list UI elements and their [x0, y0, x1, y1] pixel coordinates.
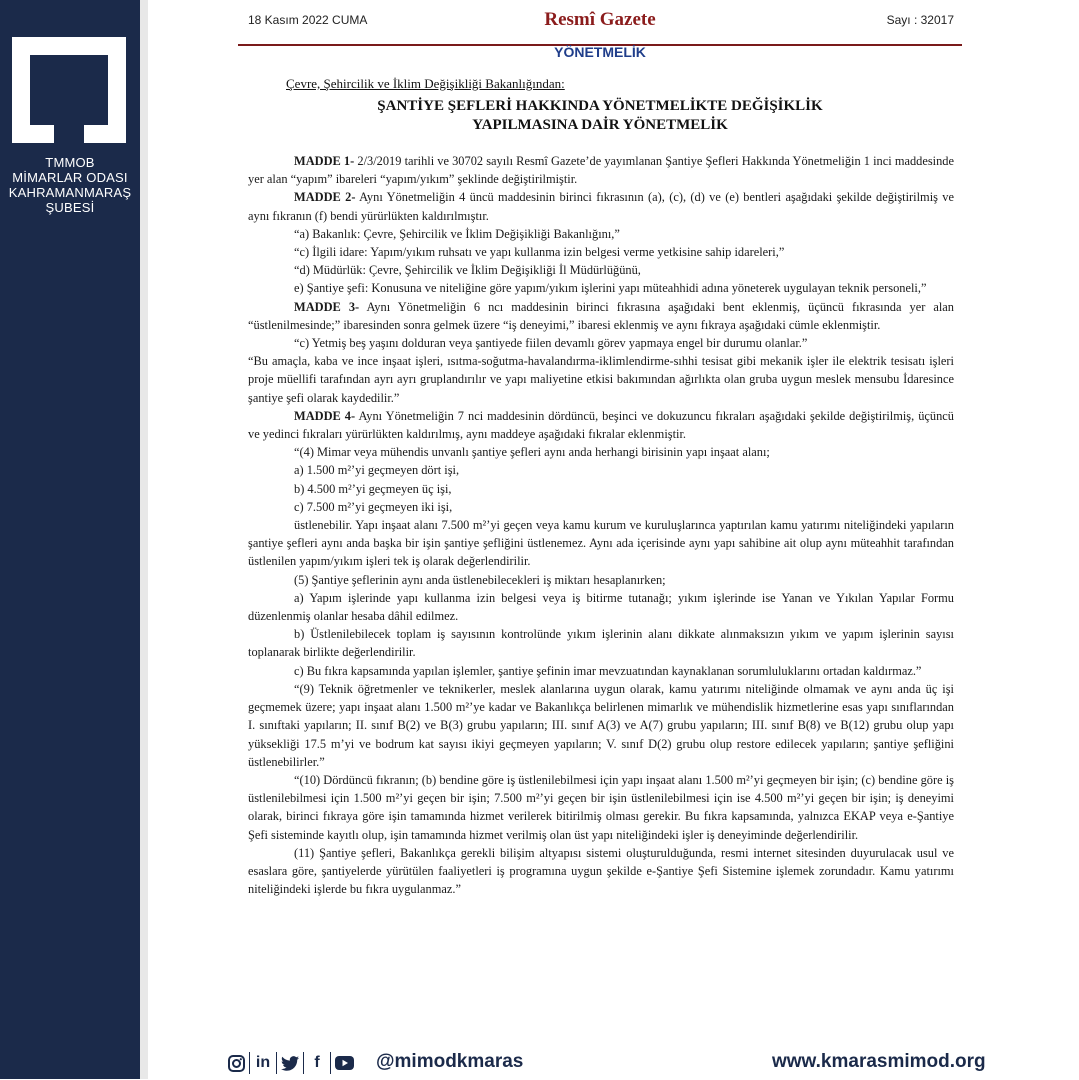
regulation-title-line-2: YAPILMASINA DAİR YÖNETMELİK — [472, 117, 728, 133]
footer — [226, 1046, 1026, 1080]
paragraph — [248, 152, 954, 188]
paragraph-text: “(9) Teknik öğretmenler ve teknikerler, meslek alanlarına uygun olarak, kamu yatırımı niteliğinde olmamak ve aynı anda üç işi geçmemek üzere; yapı inşaat alanı 1.500 m²’ye kadar ve Bakanlıkça belirlenen mimarlık ve mühendislik hizmetlerine esas yapı sınıflarından I. sınıftaki yapıların; II. sınıf B(2) ve B(3) grubu yapıların; III. sınıf A(3) ve A(7) grubu yapıların; III. sınıf B(8) ve B(12) grubu olup yapı yüksekliği 17.5 m’yi ve bodrum kat sayısı ikiyi geçmeyen yapıların; V. sınıf D(2) grubu olup restore edilecek yapıların; şantiye şefliğini üstlenebilirler.” — [248, 681, 954, 769]
icon-separator — [276, 1052, 277, 1074]
paragraph-text: a) 1.500 m²’yi geçmeyen dört işi, — [294, 463, 460, 478]
gazette-issue: Sayı : 32017 — [886, 13, 954, 27]
paragraph-text: “Bu amaçla, kaba ve ince inşaat işleri, ısıtma-soğutma-havalandırma-iklimlendirme-sıhhi tesisat gibi mekanik işler ile elektrik tesisatı işleri proje müellifi tarafından ayrı ayrı gruplandırılır ve yapı maliyetine etkisi bakımından ağırlıkta olan gruba uygun meslek mensubu İdaresince şantiye şefi olarak kaydedilir.” — [248, 354, 954, 405]
org-line-3: KAHRAMANMARAŞ — [8, 185, 132, 200]
paragraph-text: “d) Müdürlük: Çevre, Şehircilik ve İklim Değişikliği İl Müdürlüğünü, — [294, 263, 641, 278]
paragraph — [248, 279, 954, 297]
sidebar-divider — [140, 0, 148, 1079]
paragraph-text: “(4) Mimar veya mühendis unvanlı şantiye şefleri aynı anda herhangi birisinin yapı inşaat alanı; — [294, 445, 770, 460]
paragraph — [248, 625, 954, 661]
paragraph-text: Aynı Yönetmeliğin 7 nci maddesinin dördüncü, beşinci ve dokuzuncu fıkraları aşağıdaki şekilde değiştirilmiş, üçüncü ve yedinci fıkraları yürürlükten kaldırılmış, aynı maddeye aşağıdaki fıkralar eklenmiştir. — [248, 408, 954, 442]
icon-separator — [330, 1052, 331, 1074]
article-label: MADDE 4- — [294, 408, 356, 423]
instagram-icon[interactable] — [226, 1052, 246, 1074]
article-label: MADDE 3- — [294, 299, 360, 314]
paragraph-text: (11) Şantiye şefleri, Bakanlıkça gerekli bilişim altyapısı sistemi oluşturulduğunda, resmi internet sitesinden duyurulacak usul ve esaslara göre, şantiyelerde yürütülen faaliyetleri iş programına uygun şekilde e-Şantiye Şefi Sistemine işlemek zorundadır. Kamu yatırımı niteliğindeki işlerde bu fıkra uygulanmaz.” — [248, 845, 954, 897]
paragraph-text: üstlenebilir. Yapı inşaat alanı 7.500 m²’yi geçen veya kamu kurum ve kuruluşlarınca yaptırılan kamu yatırımı niteliğindeki yapıların şantiye şefleri aynı anda başka bir işin şantiye şefliğini üstlenemez. Aynı ada içerisinde aynı yapı sahibine ait olup aynı müteahhit tarafından üstlenilen yapım/yıkım işleri tek iş olarak değerlendirilir. — [248, 518, 954, 569]
paragraph — [248, 516, 954, 571]
paragraph — [248, 589, 954, 625]
org-line-1: TMMOB — [45, 155, 95, 170]
paragraph — [248, 243, 954, 261]
paragraph-text: “c) İlgili idare: Yapım/yıkım ruhsatı ve yapı kullanma izin belgesi verme yetkisine sahip idareleri,” — [294, 245, 785, 260]
linkedin-icon[interactable]: in — [255, 1054, 271, 1071]
paragraph-text: a) Yapım işlerinde yapı kullanma izin belgesi veya iş bitirme tutanağı; yıkım işlerinde ise Yanan ve Yıkılan Yapılar Formu düzenlenmiş olanlar hesaba dâhil edilmez. — [248, 590, 954, 624]
paragraph — [248, 261, 954, 279]
icon-separator — [303, 1052, 304, 1074]
paragraph — [248, 571, 954, 589]
gazette-header — [238, 10, 962, 36]
article-label: MADDE 1- — [294, 154, 355, 168]
paragraph-text: Aynı Yönetmeliğin 4 üncü maddesinin birinci fıkrasının (a), (c), (d) ve (e) bentleri aşağıdaki şekilde değiştirilmiş ve aynı fıkranın (f) bendi yürürlükten kaldırılmıştır. — [248, 190, 954, 223]
org-name — [0, 155, 140, 215]
paragraph — [248, 225, 954, 243]
regulation-title-line-1: ŞANTİYE ŞEFLERİ HAKKINDA YÖNETMELİKTE DEĞİŞİKLİK — [377, 98, 823, 114]
paragraph — [248, 443, 954, 461]
paragraph-text: Aynı Yönetmeliğin 6 ncı maddesinin birinci fıkrasına aşağıdaki bent eklenmiş, üçüncü fıkrasında yer alan “üstlenilmesinde;” ibaresinden sonra gelmek üzere “iş deneyimi,” ibaresi eklenmiş ve aynı fıkraya aşağıdaki cümle eklenmiştir. — [248, 299, 954, 332]
paragraph-text: “c) Yetmiş beş yaşını dolduran veya şantiyede fiilen devamlı görev yapmaya engel bir durumu olanlar.” — [294, 336, 808, 351]
paragraph — [248, 771, 954, 844]
social-handle[interactable]: @mimodkmaras — [376, 1051, 524, 1072]
facebook-icon[interactable]: f — [314, 1054, 320, 1071]
paragraph-text: b) Üstlenilebilecek toplam iş sayısının kontrolünde yıkım işlerinin alanı dikkate alınmaksızın yıkım ve yapım işlerinin sayısı toplanarak birlikte değerlendirilir. — [248, 627, 954, 660]
paragraph — [248, 480, 954, 498]
paragraph — [248, 662, 954, 680]
paragraph — [248, 461, 954, 479]
gazette-date: 18 Kasım 2022 CUMA — [248, 13, 368, 27]
twitter-icon[interactable] — [280, 1052, 300, 1074]
paragraph-text: “(10) Dördüncü fıkranın; (b) bendine göre iş üstlenilebilmesi için yapı inşaat alanı 1.500 m²’yi geçmeyen bir işin; (c) bendine göre iş üstlenilebilmesi için 1.500 m²’yi geçen bir işin; 7.500 m²’yi geçen bir işin üstlenilebilmesi için ise 4.500 m²’yi geçen bir işin; iş deneyimi olarak, birinci fıkraya göre işin tamamında hizmet verilerek bitirilmiş olması gerekir. Bu fıkra kapsamında, yalnızca EKAP veya e-Şantiye Şefi sisteminde kayıtlı olup, işin tamamında hizmet verilmiş olan üst yapı niteliğindeki işler iş deneyiminde değerlendirilir. — [248, 772, 954, 842]
paragraph — [248, 352, 954, 407]
paragraph — [248, 498, 954, 516]
org-line-4: ŞUBESİ — [45, 200, 95, 215]
paragraph-text: c) 7.500 m²’yi geçmeyen iki işi, — [294, 499, 453, 514]
org-line-2: MİMARLAR ODASI — [12, 170, 128, 185]
article-label: MADDE 2- — [294, 190, 356, 205]
youtube-icon[interactable] — [334, 1052, 354, 1074]
mimarlar-odasi-logo — [12, 37, 126, 143]
paragraph — [248, 407, 954, 443]
website-link[interactable]: www.kmarasmimod.org — [772, 1051, 986, 1072]
paragraph-text: 2/3/2019 tarihli ve 30702 sayılı Resmî Gazete’de yayımlanan Şantiye Şefleri Hakkında Yönetmeliğin 1 inci maddesinde yer alan “yapım” ibareleri “yapım/yıkım” şeklinde değiştirilmiştir. — [248, 154, 954, 187]
paragraph-text: “a) Bakanlık: Çevre, Şehircilik ve İklim Değişikliği Bakanlığını,” — [294, 226, 620, 241]
paragraph-text: b) 4.500 m²’yi geçmeyen üç işi, — [294, 481, 452, 496]
ministry-line: Çevre, Şehircilik ve İklim Değişikliği Bakanlığından: — [286, 76, 565, 91]
social-icons — [226, 1050, 354, 1076]
sidebar — [0, 0, 140, 1079]
paragraph-text: (5) Şantiye şeflerinin aynı anda üstlenebilecekleri iş miktarı hesaplanırken; — [294, 572, 666, 587]
icon-separator — [249, 1052, 250, 1074]
paragraph — [248, 334, 954, 352]
section-heading: YÖNETMELİK — [554, 44, 646, 60]
gazette-title: Resmî Gazete — [544, 9, 656, 30]
regulation-body — [248, 152, 954, 898]
paragraph — [248, 298, 954, 334]
paragraph — [248, 844, 954, 899]
paragraph-text: c) Bu fıkra kapsamında yapılan işlemler, şantiye şefinin imar mevzuatından kaynaklanan sorumluluklarını ortadan kaldırmaz.” — [294, 663, 922, 678]
paragraph — [248, 680, 954, 771]
regulation-title — [238, 97, 962, 135]
paragraph-text: e) Şantiye şefi: Konusuna ve niteliğine göre yapım/yıkım işlerini yapı müteahhidi adına yöneterek uygulayan teknik personeli,” — [294, 281, 927, 296]
paragraph — [248, 188, 954, 224]
